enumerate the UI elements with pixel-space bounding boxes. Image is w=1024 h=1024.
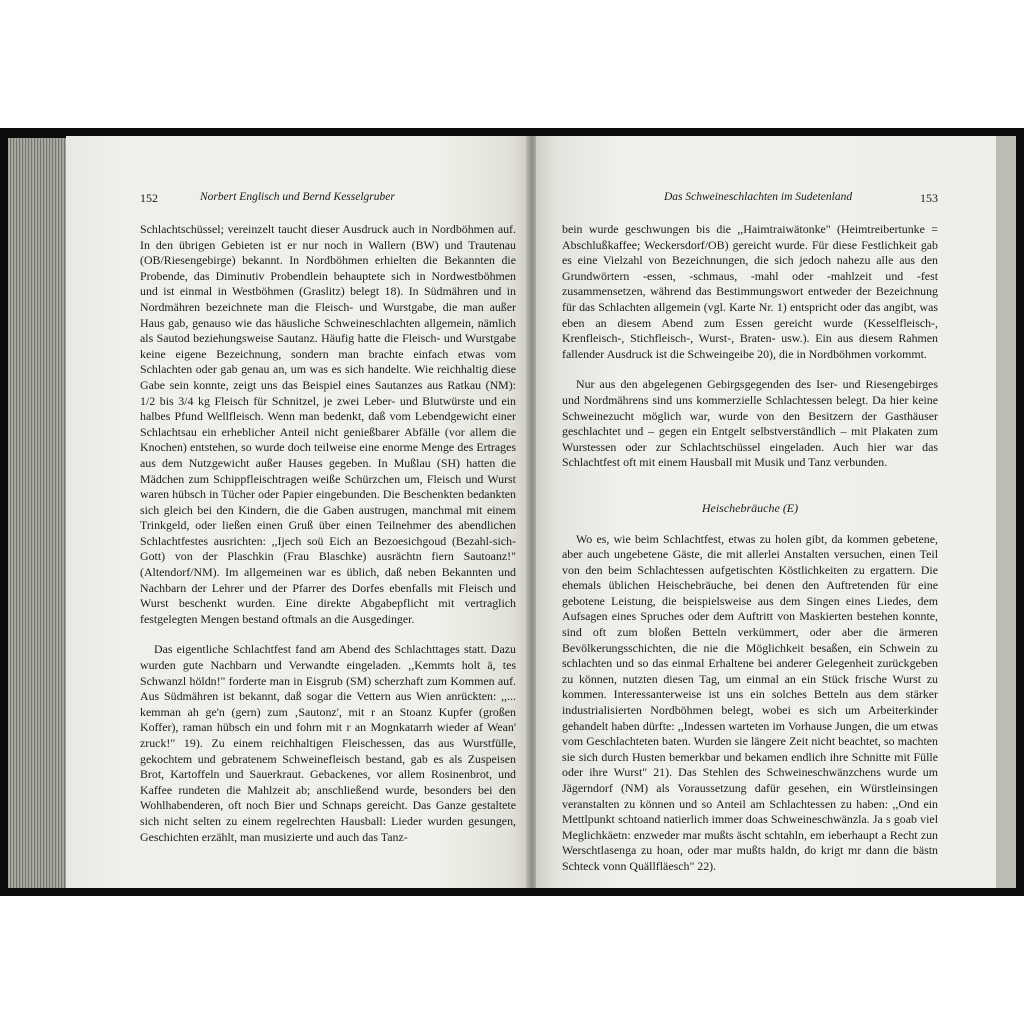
right-page [536,136,996,888]
page-edges-left [8,138,66,888]
page-edges-right [996,136,1016,888]
paragraph: Das eigentliche Schlachtfest fand am Abend des Schlachttages statt. Dazu wurden gute Nachbarn und Verwandte eingeladen. ,,Kemmts holt ä, tes Schwanzl höldn!" forderte man in Eisgrub (SM) scherzhaft zum Kommen auf. Aus Südmähren ist bekannt, daß sogar die Vettern aus Wien anrückten: ,,... kemman ah ge'n (gern) zum ‚Sautonz', mit r an Stoanz Kupfer (großen Koffer), raman hübsch ein und fohrn mit r an Mognkatarrh wieder af Wean' zruck!" 19). Zu einem reichhaltigen Fleischessen, das aus Wurstfülle, gekochtem und gebratenem Schweinefleisch bestand, gab es als Zuspeisen Brot, Kartoffeln und Sauerkraut. Gebackenes, vor allem Rosinenbrot, und Kaffee rundeten die Mahlzeit ab; anschließend wurde, besonders bei den Wohlhabenderen, oft noch Bier und Schnaps gereicht. Das Ganze gestaltete sich nicht selten zu einem regelrechten Hausball: Lieder wurden gesungen, Geschichten erzählt, man musizierte und auch das Tanz- [140,642,516,844]
running-header-right: Das Schweineschlachten im Sudetenland [664,191,853,203]
right-body [562,222,938,875]
page-number-left: 152 [140,191,158,205]
paragraph: Nur aus den abgelegenen Gebirgsgegenden des Iser- und Riesengebirges und Nordmährens sind uns kommerzielle Schlachtessen belegt. Da hier keine Schweinezucht möglich war, wurde von den Besitzern der Gasthäuser geschlachtet und – gegen ein Entgelt selbstverständlich – mit Plakaten zum Wurstessen oder zur Schlachtschüssel eingeladen. Auch hier war das Schlachtfest oft mit einem Hausball mit Musik und Tanz verbunden. [562,377,938,470]
left-body [140,222,516,845]
left-page [66,136,528,888]
paragraph: Wo es, wie beim Schlachtfest, etwas zu holen gibt, da kommen gebetene, aber auch ungebetene Gäste, die mit allerlei Anstalten versuchen, einen Teil von den beim Schlachtessen aufgetischten Köstlichkeiten zu ergattern. Die ehemals üblichen Heischebräuche, bei denen den Auftretenden für eine gebotene Leistung, die beispielsweise aus dem Singen eines Liedes, dem Aufsagen eines Spruches oder dem Auftritt von Maskierten bestehen konnte, sind oft zum bloßen Betteln verkümmert, oder aber die ärmeren Bevölkerungsschichten, die nie die Möglichkeit besaßen, ein Schwein zu schlachten und so das einmal Erhaltene bei anderer Gelegenheit zurückgeben zu können, nutzten diesen Tag, um einmal an ein Stück frische Wurst zu kommen. Interessanterweise ist uns ein solches Betteln aus dem stärker industrialisierten Nordböhmen belegt, wobei es sich um Arbeiterkinder gehandelt haben dürfte: ,,Indessen warteten im Vorhause Jungen, die um etwas vom Geschlachteten baten. Wurden sie längere Zeit nicht beachtet, so machten sie sich durch Husten bemerkbar und bekamen endlich ihre Schnitte mit Fülle oder ihre Wurst" 21). Das Stehlen des Schweineschwänzchens wurde um Jägerndorf (NM) als Voraussetzung dafür gesehen, ein Würstleinsingen veranstalten zu können und so Anteil am Schlachtessen zu haben: ,,Ond ein Mettlpunkt schtoand natierlich immer doas Schweineschwänzla. Ja s goab viel Meglichkäetn: enzweder mar mußts äscht schtahln, em ieberhaupt a Recht zun Werschtlasenga zu hoan, oder mar mußts haldn, do krigt mr dann die bästn Schteck vonn Quällfläesch" 22). [562,531,938,873]
page-number-right: 153 [920,191,938,205]
open-book [0,128,1024,896]
paragraph: bein wurde geschwungen bis die ,,Haimtraiwätonke" (Heimtreibertunke = Abschlußkaffee; Weckersdorf/OB) gereicht wurde. Für diese Festlichkeit gab es eine Vielzahl von Bezeichnungen, die sich jedoch nahezu alle aus den Grundwörtern -essen, -schmaus, -mahl oder -mahlzeit und -fest zusammensetzen, während das Bestimmungswort entweder der Bezeichnung für das Schlachten allgemein (vgl. Karte Nr. 1) entspricht oder das angibt, was eben an diesem Abend zum Essen gereicht wurde (Kesselfleisch-, Krenfleisch-, Stichfleisch-, Wurst-, Braten- usw.). Ein aus diesem Rahmen fallender Ausdruck ist die Schweingeibe 20), die in Nordböhmen vorkommt. [562,222,938,361]
section-heading: Heischebräuche (E) [701,500,799,515]
paragraph: Schlachtschüssel; vereinzelt taucht dieser Ausdruck auch in Nordböhmen auf. In den übrigen Gebieten ist er nur noch in Wallern (BW) und Trautenau (OB/Riesengebirge) bekannt. In Nordböhmen erhielten die Bekannten die Probende, das Diminutiv Probendlein behauptete sich in Nordwestböhmen und ist einmal in Westböhmen (Graslitz) belegt 18). In Südmähren und in Nordmähren bezeichnete man die Fleisch- und Wurstgabe, die man außer Haus gab, genauso wie das häusliche Schweineschlachten allgemein, nämlich als Sautod beziehungsweise Sautanz. Häufig hatte die Fleisch- und Wurstgabe keine eigene Bezeichnung, sondern man brachte einfach etwas vom Schlachten oder gab genau an, um was es sich handelte. Wie reichhaltig diese Gabe sein konnte, zeigt uns das Beispiel eines Sautanzes aus Ratkau (NM): 1/2 bis 3/4 kg Fleisch für Schnitzel, je zwei Leber- und Blutwürste und ein halbes Pfund Wellfleisch. Wenn man bedenkt, daß vom Lebendgewicht einer Schlachtsau ein erheblicher Anteil nicht genießbarer Abfälle (vor allem die Knochen) entstehen, so wurde doch teilweise eine enorme Menge des Ertrages aus dem Nutzgewicht außer Hauses gegeben. In Mußlau (SH) hatten die Mädchen zum Schippfleischtragen weiße Schürzchen um, Fleisch und Wurst waren hübsch in Tücher oder Papier eingebunden. Die Beschenkten bedankten sich gleich bei den Kindern, die die Gaben austrugen, manchmal mit einem Trinkgeld, oder ließen einen Gruß über einen Teilnehmer des abendlichen Schlachtfestes ausrichten: ,,Ijech soü Eich an Bezoesichgoud (Bezahl-sich-Gott) von der Plaschkin (Frau Blaschke) ausrächtn fiern Sautoanz!" (Altendorf/NM). Im allgemeinen war es üblich, daß neben Bekannten und Nachbarn der Lehrer und der Pfarrer des Dorfes ebenfalls mit Fleisch und Wurst beschenkt wurden. Eine direkte Abgabepflicht mit vertraglich festgelegten Mengen bestand oftmals an die Ausgedinger. [140,222,516,626]
running-header-left: Norbert Englisch und Bernd Kesselgruber [200,191,395,203]
